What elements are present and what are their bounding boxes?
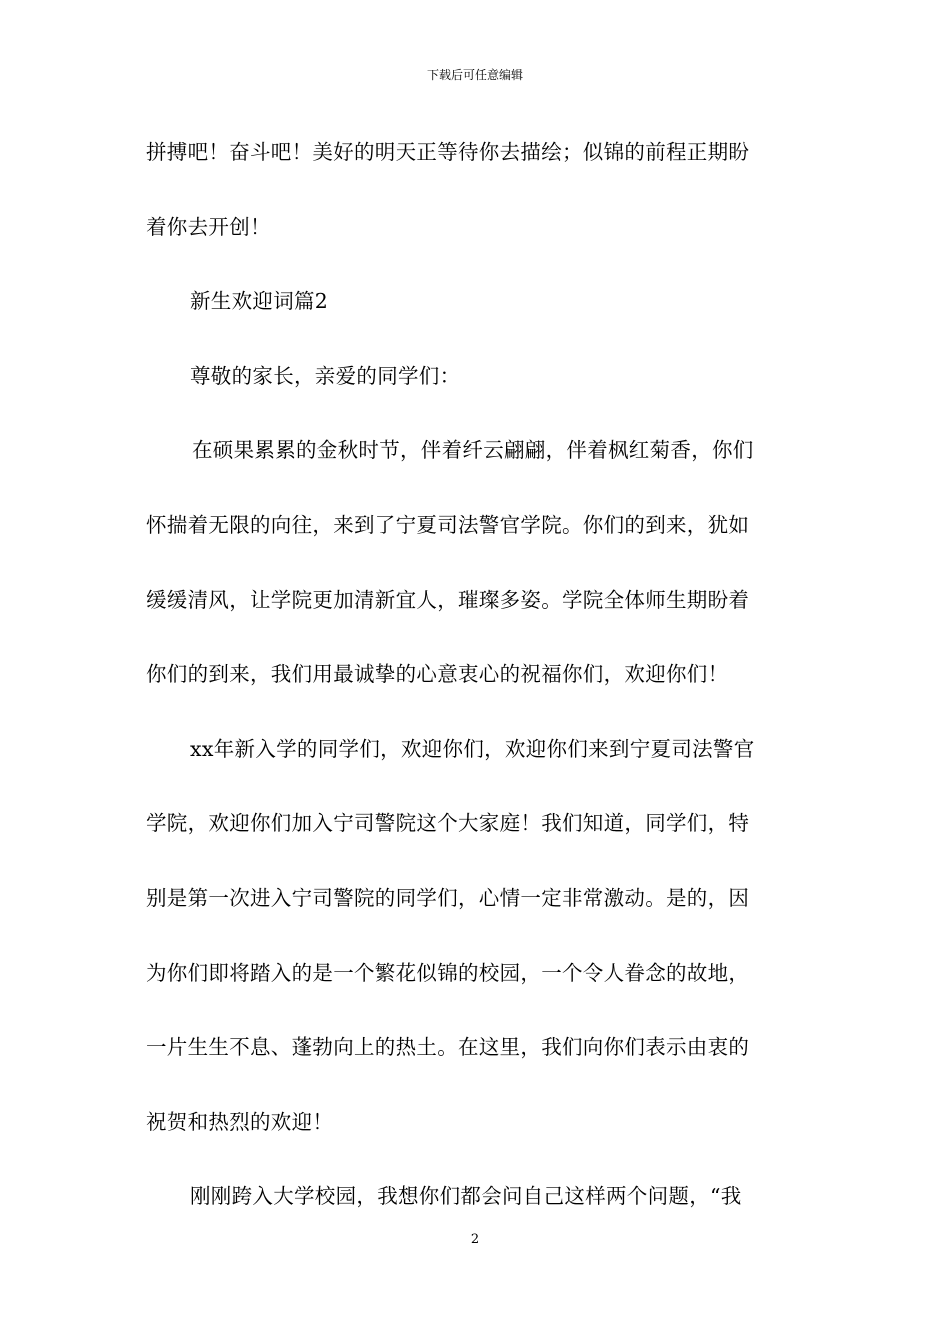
salutation: 尊敬的家长，亲爱的同学们： [190,363,461,388]
text-line: 拼搏吧！奋斗吧！美好的明天正等待你去描绘；似锦的前程正期盼 [146,140,750,164]
text-line: 你们的到来，我们用最诚挚的心意衷心的祝福你们，欢迎你们！ [146,662,729,687]
text-line: xx年新入学的同学们，欢迎你们，欢迎你们来到宁夏司法警官 [190,736,755,761]
text-line: 在硕果累累的金秋时节，伴着纤云翩翩，伴着枫红菊香，你们 [192,438,754,463]
text-line: 缓缓清风，让学院更加清新宜人，璀璨多姿。学院全体师生期盼着 [146,587,750,612]
document-body [146,130,810,1249]
text-line: 怀揣着无限的向往，来到了宁夏司法警官学院。你们的到来，犹如 [146,512,750,537]
text-line: 为你们即将踏入的是一个繁花似锦的校园，一个令人眷念的故地， [146,960,750,985]
text-line: 刚刚跨入大学校园，我想你们都会问自己这样两个问题，“我 [190,1184,742,1209]
text-line: 别是第一次进入宁司警院的同学们，心情一定非常激动。是的，因 [146,885,750,910]
text-line: 祝贺和热烈的欢迎！ [146,1109,334,1134]
page-number: 2 [470,1232,480,1247]
page-header: 下载后可任意编辑 [426,68,523,82]
text-line: 学院，欢迎你们加入宁司警院这个大家庭！我们知道，同学们，特 [146,811,750,836]
text-line: 一片生生不息、蓬勃向上的热土。在这里，我们向你们表示由衷的 [146,1035,750,1060]
text-line: 着你去开创！ [146,214,271,239]
section-heading: 新生欢迎词篇2 [190,289,329,314]
